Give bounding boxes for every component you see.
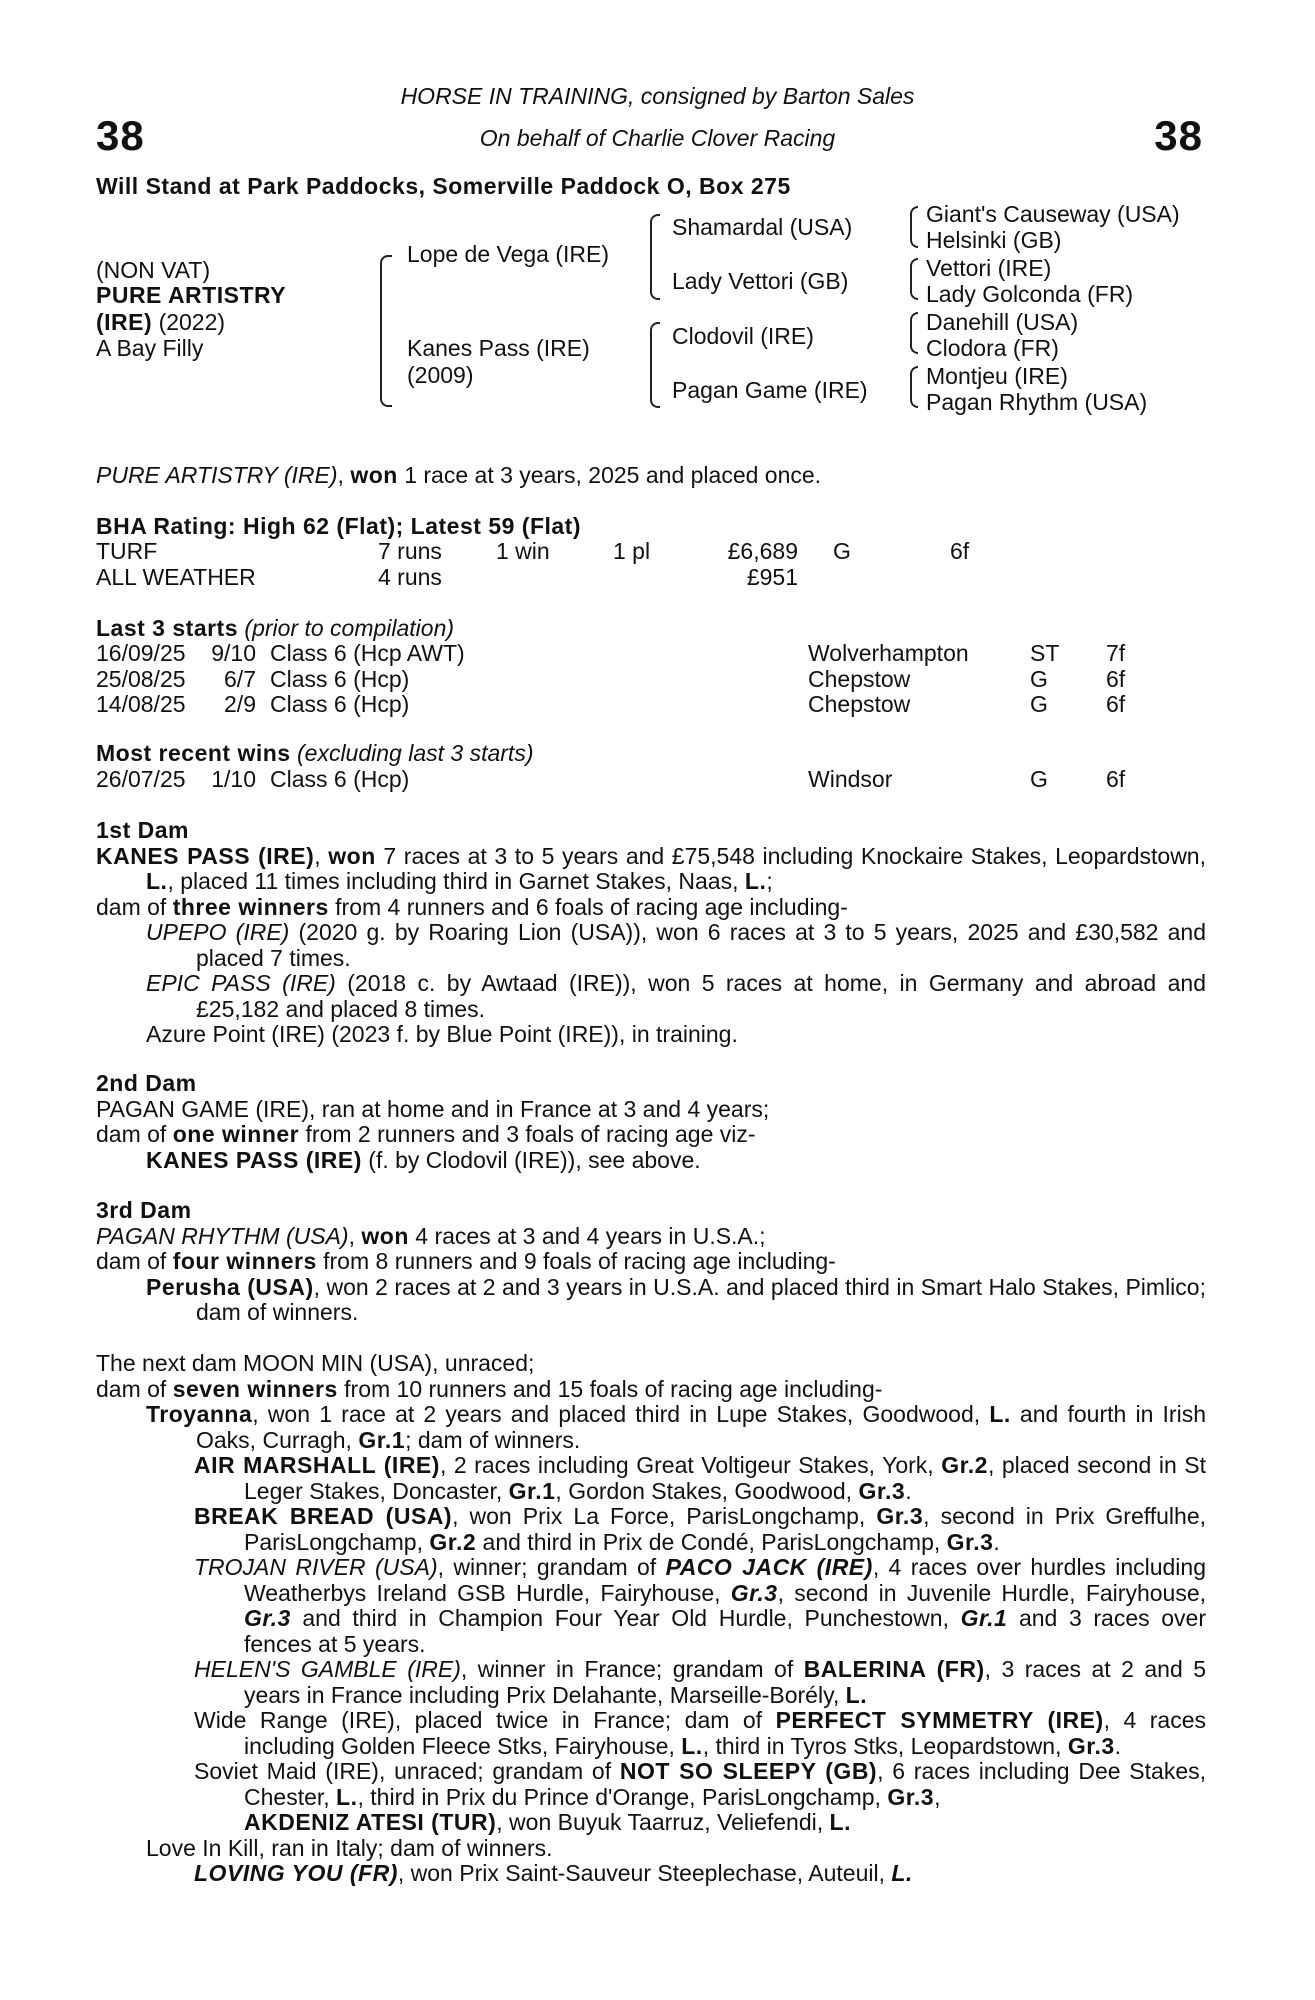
first-dam-record: KANES PASS (IRE), won 7 races at 3 to 5 years and £75,548 including Knockaire Stakes, Leopardstown, L., placed 11 times including third in Garnet Stakes, Naas, L.; xyxy=(96,842,1206,894)
group: Gr.1 xyxy=(358,1426,406,1453)
win-row xyxy=(96,767,1125,793)
dam-name: PAGAN RHYTHM (USA) xyxy=(96,1222,349,1249)
group: Gr.3 xyxy=(876,1503,924,1529)
date: 25/08/25 xyxy=(96,665,186,692)
going: ST xyxy=(1030,640,1060,666)
vat-status: (NON VAT) xyxy=(96,257,211,283)
group: Gr.3 xyxy=(1067,1732,1115,1759)
text: and fourth in Irish Oaks, Curragh, xyxy=(196,1401,1206,1453)
date: 26/07/25 xyxy=(96,766,186,792)
horse-suffix: (IRE) xyxy=(96,309,153,335)
sire-sire: Shamardal (USA) xyxy=(672,214,853,240)
listed: L. xyxy=(989,1401,1011,1427)
lot-number-right: 38 xyxy=(1154,112,1203,159)
text: , placed 11 times including third in Garnet Stakes, Naas, xyxy=(167,868,745,894)
going: G xyxy=(1030,766,1048,792)
progeny-perusha xyxy=(96,1275,1206,1326)
position: 2/9 xyxy=(224,691,256,717)
start-row xyxy=(96,641,1125,667)
pedigree-brace-dam xyxy=(650,322,660,408)
progeny-love-in-kill: Love In Kill, ran in Italy; dam of winners. xyxy=(146,1834,553,1861)
summary-rest: 1 race at 3 years, 2025 and placed once. xyxy=(397,462,822,488)
text: , xyxy=(934,1783,941,1810)
text: dam of xyxy=(96,1248,173,1274)
fourth-dam-produce xyxy=(96,1377,1206,1403)
ggp-4: Lady Golconda (FR) xyxy=(926,281,1134,307)
first-dam-heading: 1st Dam xyxy=(96,817,189,843)
text: and 3 races over fences at 5 years. xyxy=(244,1605,1206,1657)
group: Gr.3 xyxy=(730,1579,778,1606)
distance xyxy=(950,565,969,591)
second-dam-heading: 2nd Dam xyxy=(96,1070,197,1096)
text: from 4 runners and 6 foals of racing age including- xyxy=(328,893,848,920)
last3-heading xyxy=(96,616,454,642)
progeny-trojan-river xyxy=(96,1555,1206,1657)
group: Gr.3 xyxy=(946,1528,994,1555)
listed: L. xyxy=(681,1732,703,1759)
race: Class 6 (Hcp) xyxy=(270,766,410,792)
text: from 8 runners and 9 foals of racing age including- xyxy=(316,1248,836,1274)
won: won xyxy=(328,842,376,869)
progeny-epic-pass xyxy=(96,971,1206,1022)
race: Class 6 (Hcp) xyxy=(270,691,410,717)
progeny-soviet-maid xyxy=(96,1759,1206,1810)
text: dam of xyxy=(96,893,173,920)
rating-row-turf xyxy=(96,539,969,565)
distance: 6f xyxy=(1106,665,1126,692)
last3-note: (prior to compilation) xyxy=(244,615,455,641)
dam-sire: Clodovil (IRE) xyxy=(672,323,814,349)
placed xyxy=(613,565,683,591)
position: 9/10 xyxy=(211,640,256,666)
recent-note: (excluding last 3 starts) xyxy=(297,740,534,766)
pedigree-brace-g4 xyxy=(910,366,918,408)
text: and third in Champion Four Year Old Hurdle, Punchestown, xyxy=(290,1605,961,1631)
ggp-3: Vettori (IRE) xyxy=(926,255,1052,281)
progeny-name: HELEN'S GAMBLE (IRE) xyxy=(194,1656,461,1682)
group: Gr.1 xyxy=(508,1477,556,1504)
surface: ALL WEATHER xyxy=(96,563,256,590)
progeny-name: TROJAN RIVER (USA) xyxy=(194,1554,438,1580)
progeny-text: (2020 g. by Roaring Lion (USA)), won 6 races at 3 to 5 years, 2025 and £30,582 and placed 7 times. xyxy=(196,919,1206,971)
date: 16/09/25 xyxy=(96,640,186,666)
group: Gr.3 xyxy=(858,1477,906,1504)
text: , second in Juvenile Hurdle, Fairyhouse, xyxy=(777,1579,1206,1606)
progeny-name: Perusha (USA) xyxy=(146,1273,314,1300)
text: , 6 races including Dee Stakes, Chester, xyxy=(244,1758,1207,1810)
text: ; dam of winners. xyxy=(405,1426,581,1453)
progeny-wide-range xyxy=(96,1708,1206,1759)
course: Chepstow xyxy=(808,665,911,692)
race: Class 6 (Hcp AWT) xyxy=(270,640,465,666)
going: G xyxy=(833,538,851,564)
text: 4 races at 3 and 4 years in U.S.A.; xyxy=(408,1222,766,1249)
grandprogeny-loving-you xyxy=(96,1861,1206,1887)
progeny-text: (2018 c. by Awtaad (IRE)), won 5 races at home, in Germany and abroad and £25,182 and placed 8 times. xyxy=(196,970,1207,1022)
dam: Kanes Pass (IRE) xyxy=(407,335,590,361)
progeny-name: BREAK BREAD (USA) xyxy=(194,1503,453,1529)
horse-suffix-year xyxy=(96,310,225,336)
pedigree-brace-g2 xyxy=(910,258,918,300)
text: , won Buyuk Taarruz, Veliefendi, xyxy=(496,1809,830,1835)
group: Gr.3 xyxy=(244,1605,291,1631)
text: 7 races at 3 to 5 years and £75,548 including Knockaire Stakes, Leopardstown, xyxy=(375,842,1206,869)
position: 6/7 xyxy=(224,665,256,692)
sire: Lope de Vega (IRE) xyxy=(407,241,610,267)
group: Gr.2 xyxy=(429,1528,477,1555)
text: , won Prix Saint-Sauveur Steeplechase, Auteuil, xyxy=(397,1860,892,1886)
group: Gr.1 xyxy=(960,1605,1008,1631)
distance: 7f xyxy=(1106,640,1126,666)
recent-title: Most recent wins xyxy=(96,740,291,766)
listed: L. xyxy=(744,868,767,894)
summary-horse: PURE ARTISTRY (IRE) xyxy=(96,462,338,488)
grandprogeny-name: PACO JACK (IRE) xyxy=(665,1554,873,1580)
course: Windsor xyxy=(808,766,893,792)
dam-name: KANES PASS (IRE) xyxy=(96,842,315,869)
grandprogeny-name: NOT SO SLEEPY (GB) xyxy=(619,1758,878,1784)
text: from 2 runners and 3 foals of racing age viz- xyxy=(299,1121,756,1147)
wins xyxy=(496,565,613,591)
group: Gr.3 xyxy=(887,1783,935,1810)
wins: 1 win xyxy=(496,538,550,564)
stand-location: Will Stand at Park Paddocks, Somerville Paddock O, Box 275 xyxy=(96,173,791,199)
progeny-break-bread xyxy=(96,1504,1206,1555)
prize: £951 xyxy=(746,563,798,590)
start-row xyxy=(96,692,1125,718)
sire-dam: Lady Vettori (GB) xyxy=(672,268,849,294)
progeny-name: AIR MARSHALL (IRE) xyxy=(194,1452,440,1478)
progeny-name: Soviet Maid (IRE) xyxy=(194,1758,379,1784)
horse-year: (2022) xyxy=(158,309,226,335)
third-dam-section xyxy=(96,1198,1206,1326)
progeny-azure-point: Azure Point (IRE) (2023 f. by Blue Point (IRE)), in training. xyxy=(146,1021,738,1047)
text: , unraced; grandam of xyxy=(378,1758,620,1784)
second-dam-record: PAGAN GAME (IRE), ran at home and in France at 3 and 4 years; xyxy=(96,1095,770,1122)
ggp-1: Giant's Causeway (USA) xyxy=(926,201,1180,227)
third-dam-produce xyxy=(96,1249,1206,1275)
summary-won: won xyxy=(350,462,398,488)
grandprogeny-name: LOVING YOU (FR) xyxy=(194,1860,398,1886)
listed: L. xyxy=(891,1860,913,1886)
grandprogeny-name: PERFECT SYMMETRY (IRE) xyxy=(775,1707,1104,1733)
text: . xyxy=(993,1528,1000,1555)
horse-name: PURE ARTISTRY xyxy=(96,282,287,308)
pedigree-brace-g3 xyxy=(910,312,918,354)
ggp-7: Montjeu (IRE) xyxy=(926,363,1068,389)
runs: 7 runs xyxy=(378,538,442,564)
rating-row-aw xyxy=(96,565,969,591)
text: , third in Tyros Stks, Leopardstown, xyxy=(702,1732,1068,1759)
lot-number-left: 38 xyxy=(96,112,145,159)
course: Chepstow xyxy=(808,691,911,717)
text: , Gordon Stakes, Goodwood, xyxy=(555,1477,859,1504)
text: , winner; grandam of xyxy=(437,1554,666,1580)
listed: L. xyxy=(336,1783,358,1810)
group: Gr.2 xyxy=(941,1452,988,1478)
text: , 3 races at 2 and 5 years in France including Prix Delahante, Marseille-Borély, xyxy=(244,1656,1207,1708)
runs: 4 runs xyxy=(378,563,442,590)
last3-title: Last 3 starts xyxy=(96,615,239,641)
grandprogeny-akdeniz-atesi xyxy=(96,1810,1206,1836)
winners: three winners xyxy=(172,893,329,920)
progeny-helens-gamble xyxy=(96,1657,1206,1708)
listed: L. xyxy=(146,868,168,894)
winners: four winners xyxy=(172,1248,317,1274)
pedigree-brace-sire xyxy=(650,214,660,300)
text: , second in Prix Greffulhe, ParisLongchamp, xyxy=(244,1503,1206,1555)
text: ; xyxy=(766,868,773,894)
text: , 4 races including Golden Fleece Stks, Fairyhouse, xyxy=(244,1707,1206,1759)
text: from 10 runners and 15 foals of racing age including- xyxy=(337,1375,883,1402)
position: 1/10 xyxy=(211,766,256,792)
winners: one winner xyxy=(172,1121,300,1147)
going: G xyxy=(1030,665,1048,692)
distance: 6f xyxy=(1106,766,1126,792)
pedigree-brace-main xyxy=(380,255,392,407)
first-dam-section xyxy=(96,818,1206,1048)
fourth-dam-record: The next dam MOON MIN (USA), unraced; xyxy=(96,1350,535,1376)
surface: TURF xyxy=(96,538,158,564)
progeny-name: KANES PASS (IRE) xyxy=(146,1146,362,1173)
distance: 6f xyxy=(950,538,970,564)
course: Wolverhampton xyxy=(808,640,969,666)
consignor-line: HORSE IN TRAINING, consigned by Barton Sales xyxy=(400,83,915,109)
progeny-name: Wide Range (IRE) xyxy=(194,1707,395,1733)
listed: L. xyxy=(845,1681,868,1708)
first-dam-produce xyxy=(96,895,1206,921)
fourth-dam-section xyxy=(96,1351,1206,1887)
going: G xyxy=(1030,691,1048,717)
behalf-line: On behalf of Charlie Clover Racing xyxy=(479,125,836,151)
third-dam-record: PAGAN RHYTHM (USA), won 4 races at 3 and 4 years in U.S.A.; xyxy=(96,1222,766,1249)
text: and third in Prix de Condé, ParisLongchamp, xyxy=(476,1528,947,1555)
winners: seven winners xyxy=(172,1375,338,1402)
progeny-text: (f. by Clodovil (IRE)), see above. xyxy=(361,1146,701,1173)
distance: 6f xyxy=(1106,691,1126,717)
text: , third in Prix du Prince d'Orange, ParisLongchamp, xyxy=(357,1783,888,1810)
text: . xyxy=(905,1477,912,1504)
ggp-6: Clodora (FR) xyxy=(926,335,1059,361)
bha-rating-heading: BHA Rating: High 62 (Flat); Latest 59 (Flat) xyxy=(96,513,581,539)
start-row xyxy=(96,667,1125,693)
progeny-name: EPIC PASS (IRE) xyxy=(146,970,336,996)
progeny-upepo xyxy=(96,920,1206,971)
race: Class 6 (Hcp) xyxy=(270,665,410,692)
text: , 2 races including Great Voltigeur Stakes, York, xyxy=(439,1452,942,1478)
ggp-5: Danehill (USA) xyxy=(926,309,1079,335)
text: , won Prix La Force, ParisLongchamp, xyxy=(452,1503,877,1529)
date: 14/08/25 xyxy=(96,691,186,717)
recent-table xyxy=(96,767,1125,793)
horse-description: A Bay Filly xyxy=(96,335,204,361)
text: , placed second in St Leger Stakes, Doncaster, xyxy=(244,1452,1206,1504)
dam-dam: Pagan Game (IRE) xyxy=(672,377,868,403)
third-dam-heading: 3rd Dam xyxy=(96,1197,192,1223)
listed: L. xyxy=(829,1809,851,1835)
prize: £6,689 xyxy=(727,538,798,564)
text: , 4 races over hurdles including Weatherbys Ireland GSB Hurdle, Fairyhouse, xyxy=(244,1554,1206,1606)
recent-heading xyxy=(96,741,533,767)
going xyxy=(833,565,950,591)
dam-year: (2009) xyxy=(407,362,474,388)
ggp-2: Helsinki (GB) xyxy=(926,227,1062,253)
second-dam-section xyxy=(96,1071,1206,1173)
second-dam-produce xyxy=(96,1122,1206,1148)
text: , winner in France; grandam of xyxy=(460,1656,804,1682)
text: . xyxy=(1114,1732,1122,1759)
grandprogeny-name: BALERINA (FR) xyxy=(803,1656,985,1682)
race-summary: PURE ARTISTRY (IRE), won 1 race at 3 years, 2025 and placed once. xyxy=(96,462,822,488)
progeny-air-marshall xyxy=(96,1453,1206,1504)
rating-table xyxy=(96,539,969,590)
grandprogeny-name: AKDENIZ ATESI (TUR) xyxy=(244,1809,497,1835)
text: dam of xyxy=(96,1121,173,1147)
progeny-name: Troyanna xyxy=(146,1401,253,1427)
ggp-8: Pagan Rhythm (USA) xyxy=(926,389,1148,415)
pedigree-brace-g1 xyxy=(910,206,918,248)
progeny-troyanna xyxy=(96,1402,1206,1453)
last3-table xyxy=(96,641,1125,718)
text: dam of xyxy=(96,1375,173,1402)
progeny-kanes-pass xyxy=(96,1148,1206,1174)
placed: 1 pl xyxy=(613,538,651,564)
progeny-text: , won 2 races at 2 and 3 years in U.S.A. and placed third in Smart Halo Stakes, Pimlico; dam of winners. xyxy=(196,1273,1206,1325)
won: won xyxy=(361,1222,409,1249)
text: , placed twice in France; dam of xyxy=(394,1707,776,1733)
progeny-name: UPEPO (IRE) xyxy=(146,919,290,945)
text: , won 1 race at 2 years and placed third in Lupe Stakes, Goodwood, xyxy=(252,1401,990,1427)
